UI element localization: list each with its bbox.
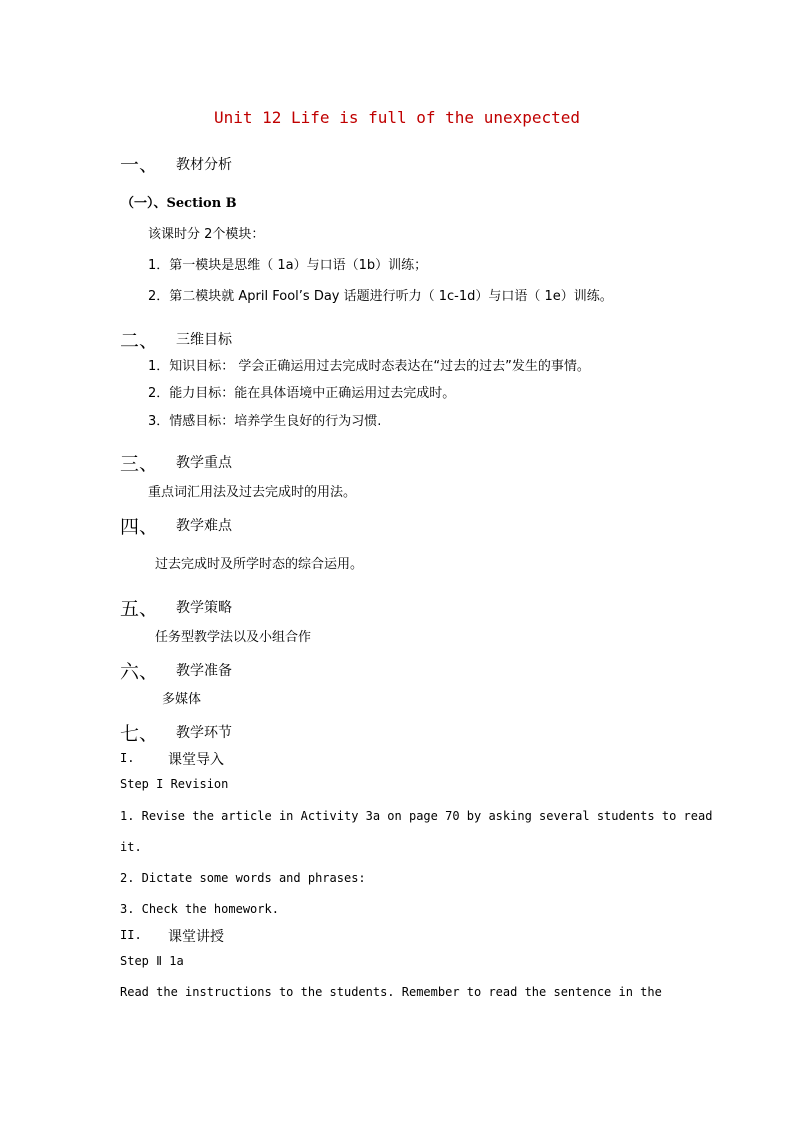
part-heading: 课堂讲授 xyxy=(168,929,224,945)
section-number: 六、 xyxy=(120,661,159,683)
section-number: 五、 xyxy=(120,598,159,620)
paragraph: 该课时分 2个模块： xyxy=(148,227,265,242)
paragraph: Read the instructions to the students. Remember to read the sentence in the xyxy=(120,985,662,999)
section-heading: 教学准备 xyxy=(176,663,232,679)
paragraph: 过去完成时及所学时态的综合运用。 xyxy=(155,557,364,572)
section-number: 四、 xyxy=(120,516,159,538)
step-heading: Step Ⅱ 1a xyxy=(120,954,184,968)
paragraph: 重点词汇用法及过去完成时的用法。 xyxy=(148,485,357,500)
list-item: 3. Check the homework. xyxy=(120,902,279,916)
list-item: it. xyxy=(120,840,142,854)
section-heading: 教学环节 xyxy=(176,725,232,741)
list-item: 2. Dictate some words and phrases: xyxy=(120,871,366,885)
section-number: 一、 xyxy=(120,154,159,176)
paragraph: 任务型教学法以及小组合作 xyxy=(155,630,312,645)
part-number: II. xyxy=(120,928,142,942)
part-heading: 课堂导入 xyxy=(168,752,224,768)
section-heading: 教学难点 xyxy=(176,518,232,534)
section-heading: 教学策略 xyxy=(176,600,232,616)
list-item: 2．能力目标：能在具体语境中正确运用过去完成时。 xyxy=(148,386,456,401)
section-number: 七、 xyxy=(120,723,159,745)
paragraph: 多媒体 xyxy=(162,692,202,707)
list-item: 1．知识目标： 学会正确运用过去完成时态表达在“过去的过去”发生的事情。 xyxy=(148,359,590,374)
section-heading: 教材分析 xyxy=(176,157,232,173)
section-heading: 教学重点 xyxy=(176,455,232,471)
section-heading: 三维目标 xyxy=(176,332,232,348)
document-title: Unit 12 Life is full of the unexpected xyxy=(213,108,581,127)
step-heading: Step I Revision xyxy=(120,777,229,791)
subsection-heading: （一）、Section B xyxy=(121,196,237,211)
section-number: 三、 xyxy=(120,453,159,475)
part-number: I. xyxy=(120,751,135,765)
section-number: 二、 xyxy=(120,330,159,352)
list-item: 3．情感目标：培养学生良好的行为习惯. xyxy=(148,414,382,429)
list-item: 2．第二模块就 April Fool’s Day 话题进行听力（ 1c-1d）与口语（ 1e）训练。 xyxy=(148,289,613,304)
list-item: 1. Revise the article in Activity 3a on page 70 by asking several students to read xyxy=(120,809,713,823)
list-item: 1．第一模块是思维（ 1a）与口语（1b）训练； xyxy=(148,258,428,273)
